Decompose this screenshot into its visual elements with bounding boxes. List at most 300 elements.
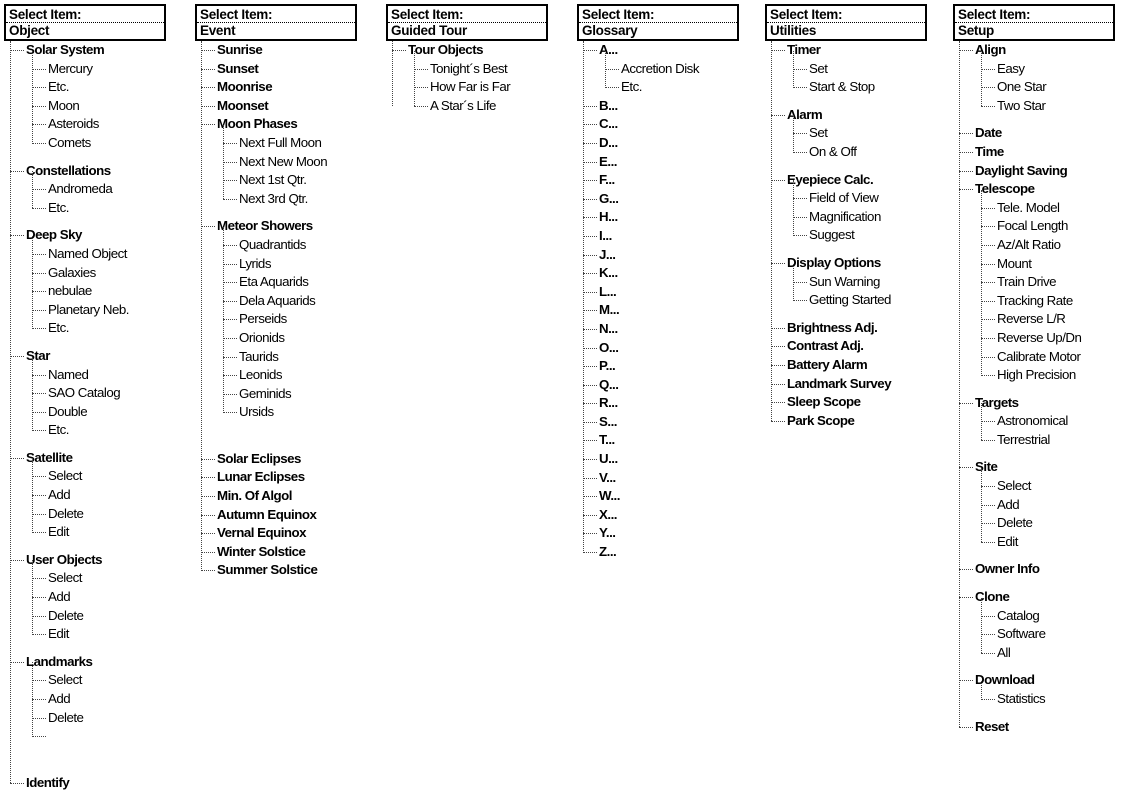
menu-item-date bbox=[959, 124, 1115, 143]
column-header bbox=[765, 4, 927, 41]
submenu-item-sao-catalog bbox=[32, 384, 166, 403]
submenu-item-label: Reverse Up/Dn bbox=[997, 329, 1082, 345]
submenu-item-label: Next Full Moon bbox=[239, 134, 322, 150]
submenu-item-label: nebulae bbox=[48, 283, 92, 299]
menu-node-y bbox=[583, 524, 739, 543]
menu-item-label: Autumn Equinox bbox=[217, 506, 317, 522]
submenu-item-astronomical bbox=[981, 412, 1115, 431]
menu-item-g bbox=[583, 190, 739, 209]
menu-node-identify bbox=[10, 774, 166, 792]
menu-item-clone bbox=[959, 588, 1115, 607]
menu-node-timer bbox=[771, 41, 927, 97]
submenu-item-label: Focal Length bbox=[997, 218, 1068, 234]
menu-item-o bbox=[583, 339, 739, 358]
menu-item-label: Identify bbox=[26, 774, 70, 790]
menu-item-c bbox=[583, 115, 739, 134]
menu-column-utilities bbox=[765, 4, 927, 430]
menu-item-brightness-adj bbox=[771, 319, 927, 338]
menu-item-i bbox=[583, 227, 739, 246]
menu-node-clone bbox=[959, 588, 1115, 662]
menu-item-s bbox=[583, 413, 739, 432]
submenu-item-label: Ursids bbox=[239, 404, 274, 420]
menu-item-label: J... bbox=[599, 246, 616, 262]
menu-item-label: T... bbox=[599, 432, 615, 448]
menu-item-label: H... bbox=[599, 209, 618, 225]
menu-item-user-objects bbox=[10, 551, 166, 570]
menu-node-user-objects bbox=[10, 551, 166, 644]
menu-item-moon-phases bbox=[201, 115, 357, 134]
menu-item-label: Sunrise bbox=[217, 42, 263, 57]
submenu-item-label: Calibrate Motor bbox=[997, 348, 1081, 364]
menu-item-label: Brightness Adj. bbox=[787, 319, 878, 335]
menu-node-e bbox=[583, 153, 739, 172]
submenu-item-label: Software bbox=[997, 626, 1046, 642]
submenu-item-label: Select bbox=[48, 570, 82, 586]
header-select-item-label: Select Item: bbox=[767, 6, 925, 23]
menu-item-targets bbox=[959, 394, 1115, 413]
menu-item-label: Moon Phases bbox=[217, 116, 298, 132]
menu-node-min-of-algol bbox=[201, 487, 357, 506]
menu-item-eyepiece-calc bbox=[771, 171, 927, 190]
submenu-list bbox=[223, 236, 357, 422]
submenu-item-high-precision bbox=[981, 366, 1115, 385]
submenu-item-label: Named bbox=[48, 366, 89, 382]
submenu-item-on-off bbox=[793, 143, 927, 162]
submenu-item-label: Select bbox=[997, 478, 1031, 494]
menu-item-p bbox=[583, 357, 739, 376]
submenu-item-label: Quadrantids bbox=[239, 236, 306, 252]
menu-column-guided-tour bbox=[386, 4, 548, 115]
menu-item-l bbox=[583, 283, 739, 302]
menu-item-u bbox=[583, 450, 739, 469]
menu-item-label: O... bbox=[599, 339, 619, 355]
menu-node-align bbox=[959, 41, 1115, 115]
submenu-item-label: Field of View bbox=[809, 190, 879, 206]
submenu-item-lyrids bbox=[223, 255, 357, 274]
submenu-item-label: Named Object bbox=[48, 245, 127, 261]
menu-tree bbox=[392, 41, 548, 115]
header-category-label: Guided Tour bbox=[391, 23, 467, 38]
menu-item-label: Min. Of Algol bbox=[217, 488, 292, 504]
menu-item-label: Deep Sky bbox=[26, 227, 82, 243]
submenu-item-software bbox=[981, 625, 1115, 644]
menu-item-label: Landmarks bbox=[26, 653, 93, 669]
submenu-item-next-1st-qtr bbox=[223, 171, 357, 190]
submenu-item-train-drive bbox=[981, 273, 1115, 292]
submenu-item-catalog bbox=[981, 607, 1115, 626]
menu-item-w bbox=[583, 487, 739, 506]
submenu-item-tonight-s-best bbox=[414, 60, 548, 79]
menu-item-label: Owner Info bbox=[975, 561, 1040, 577]
menu-item-label: Battery Alarm bbox=[787, 356, 868, 372]
menu-node-c bbox=[583, 115, 739, 134]
submenu-list bbox=[605, 60, 739, 97]
header-category-label: Utilities bbox=[770, 23, 817, 38]
menu-node-a bbox=[583, 41, 739, 97]
submenu-list bbox=[32, 60, 166, 153]
submenu-item-dela-aquarids bbox=[223, 292, 357, 311]
menu-item-autumn-equinox bbox=[201, 506, 357, 525]
header-category-label: Glossary bbox=[582, 23, 638, 38]
submenu-item-orionids bbox=[223, 329, 357, 348]
menu-item-label: Winter Solstice bbox=[217, 543, 306, 559]
submenu-item-label: Galaxies bbox=[48, 264, 96, 280]
submenu-item-magnification bbox=[793, 208, 927, 227]
submenu-item-eta-aquarids bbox=[223, 273, 357, 292]
menu-node-q bbox=[583, 376, 739, 395]
menu-node-site bbox=[959, 458, 1115, 551]
submenu-item-next-full-moon bbox=[223, 134, 357, 153]
menu-item-label: Align bbox=[975, 42, 1006, 57]
menu-item-label: Alarm bbox=[787, 106, 823, 122]
submenu-item-select bbox=[32, 671, 166, 690]
menu-item-download bbox=[959, 671, 1115, 690]
submenu-list bbox=[981, 412, 1115, 449]
submenu-item-delete bbox=[981, 514, 1115, 533]
submenu-item-label: Next 1st Qtr. bbox=[239, 172, 307, 188]
submenu-item-add bbox=[981, 496, 1115, 515]
submenu-list bbox=[793, 60, 927, 97]
submenu-item-reverse-l-r bbox=[981, 310, 1115, 329]
menu-node-telescope bbox=[959, 180, 1115, 385]
submenu-item-accretion-disk bbox=[605, 60, 739, 79]
submenu-item-delete bbox=[32, 607, 166, 626]
menu-item-label: D... bbox=[599, 134, 618, 150]
submenu-item-label: Etc. bbox=[48, 79, 69, 95]
menu-item-label: Landmark Survey bbox=[787, 375, 892, 391]
menu-item-sleep-scope bbox=[771, 393, 927, 412]
menu-item-landmarks bbox=[10, 653, 166, 672]
menu-item-k bbox=[583, 264, 739, 283]
submenu-item-az-alt-ratio bbox=[981, 236, 1115, 255]
submenu-item-blank bbox=[32, 727, 166, 746]
submenu-item-label: Train Drive bbox=[997, 274, 1057, 290]
menu-item-align bbox=[959, 41, 1115, 60]
submenu-list bbox=[793, 124, 927, 161]
submenu-item-label: Delete bbox=[48, 607, 84, 623]
submenu-item-label: All bbox=[997, 644, 1011, 660]
header-select-item-label: Select Item: bbox=[6, 6, 164, 23]
submenu-item-label: Set bbox=[809, 125, 828, 141]
submenu-item-label: How Far is Far bbox=[430, 79, 511, 95]
submenu-item-set bbox=[793, 60, 927, 79]
menu-item-label: K... bbox=[599, 265, 618, 281]
menu-item-label: Park Scope bbox=[787, 412, 855, 428]
menu-item-min-of-algol bbox=[201, 487, 357, 506]
submenu-item-etc bbox=[605, 78, 739, 97]
menu-item-n bbox=[583, 320, 739, 339]
header-select-item-label: Select Item: bbox=[388, 6, 546, 23]
menu-item-label: Download bbox=[975, 672, 1035, 688]
submenu-item-label: Edit bbox=[997, 533, 1018, 549]
submenu-item-set bbox=[793, 124, 927, 143]
menu-item-label: Vernal Equinox bbox=[217, 525, 307, 541]
submenu-item-label: Next New Moon bbox=[239, 153, 328, 169]
submenu-item-label: Tele. Model bbox=[997, 199, 1060, 215]
menu-item-label: Sleep Scope bbox=[787, 394, 861, 410]
menu-item-f bbox=[583, 171, 739, 190]
menu-item-star bbox=[10, 347, 166, 366]
submenu-item-one-star bbox=[981, 78, 1115, 97]
submenu-list bbox=[793, 273, 927, 310]
menu-item-contrast-adj bbox=[771, 337, 927, 356]
submenu-list bbox=[32, 366, 166, 440]
menu-node-eyepiece-calc bbox=[771, 171, 927, 245]
menu-column-setup bbox=[953, 4, 1115, 736]
submenu-item-label: Start & Stop bbox=[809, 79, 875, 95]
menu-item-r bbox=[583, 394, 739, 413]
menu-node-moonset bbox=[201, 97, 357, 116]
menu-node-display-options bbox=[771, 254, 927, 310]
submenu-item-edit bbox=[32, 523, 166, 542]
menu-item-label: Y... bbox=[599, 525, 616, 541]
submenu-item-start-stop bbox=[793, 78, 927, 97]
submenu-item-label: Two Star bbox=[997, 97, 1046, 113]
menu-node-b bbox=[583, 97, 739, 116]
menu-item-reset bbox=[959, 718, 1115, 737]
menu-item-alarm bbox=[771, 106, 927, 125]
menu-node-w bbox=[583, 487, 739, 506]
submenu-item-label: Delete bbox=[48, 709, 84, 725]
menu-item-m bbox=[583, 301, 739, 320]
submenu-item-label: Dela Aquarids bbox=[239, 292, 316, 308]
submenu-item-double bbox=[32, 403, 166, 422]
submenu-item-edit bbox=[32, 625, 166, 644]
menu-item-q bbox=[583, 376, 739, 395]
column-header bbox=[577, 4, 739, 41]
submenu-item-a-star-s-life bbox=[414, 97, 548, 116]
menu-node-star bbox=[10, 347, 166, 440]
header-category-label: Object bbox=[9, 23, 50, 38]
submenu-item-add bbox=[32, 690, 166, 709]
submenu-item-label: High Precision bbox=[997, 367, 1076, 383]
submenu-item-getting-started bbox=[793, 291, 927, 310]
menu-node-landmarks bbox=[10, 653, 166, 746]
submenu-item-named bbox=[32, 366, 166, 385]
menu-item-timer bbox=[771, 41, 927, 60]
submenu-item-label: Andromeda bbox=[48, 181, 113, 197]
submenu-item-reverse-up-dn bbox=[981, 329, 1115, 348]
submenu-item-label: Orionids bbox=[239, 329, 285, 345]
submenu-list bbox=[32, 671, 166, 745]
menu-item-label: C... bbox=[599, 116, 618, 132]
header-category-label: Setup bbox=[958, 23, 995, 38]
menu-item-label: Site bbox=[975, 459, 998, 475]
menu-node-sunset bbox=[201, 60, 357, 79]
submenu-item-suggest bbox=[793, 226, 927, 245]
menu-item-label: Tour Objects bbox=[408, 42, 484, 57]
menu-item-label: E... bbox=[599, 153, 617, 169]
menu-item-label: W... bbox=[599, 488, 620, 504]
menu-item-telescope bbox=[959, 180, 1115, 199]
submenu-item-how-far-is-far bbox=[414, 78, 548, 97]
menu-node-m bbox=[583, 301, 739, 320]
menu-item-v bbox=[583, 469, 739, 488]
menu-item-z bbox=[583, 543, 739, 562]
submenu-item-select bbox=[32, 467, 166, 486]
submenu-item-etc bbox=[32, 319, 166, 338]
submenu-item-label: Add bbox=[48, 589, 71, 605]
submenu-item-label: Etc. bbox=[621, 79, 642, 95]
menu-item-a bbox=[583, 41, 739, 60]
menu-item-label: U... bbox=[599, 451, 618, 467]
menu-node-i bbox=[583, 227, 739, 246]
header-select-item-label: Select Item: bbox=[955, 6, 1113, 23]
submenu-item-delete bbox=[32, 709, 166, 728]
submenu-item-label: Perseids bbox=[239, 311, 287, 327]
submenu-item-etc bbox=[32, 421, 166, 440]
submenu-item-label: Etc. bbox=[48, 320, 69, 336]
menu-item-display-options bbox=[771, 254, 927, 273]
submenu-item-label: Mercury bbox=[48, 60, 93, 76]
menu-node-k bbox=[583, 264, 739, 283]
menu-item-j bbox=[583, 246, 739, 265]
submenu-item-delete bbox=[32, 505, 166, 524]
submenu-item-label: Delete bbox=[48, 505, 84, 521]
submenu-item-nebulae bbox=[32, 282, 166, 301]
submenu-list bbox=[981, 690, 1115, 709]
menu-item-time bbox=[959, 143, 1115, 162]
submenu-item-label: Planetary Neb. bbox=[48, 301, 129, 317]
menu-node-sunrise bbox=[201, 41, 357, 60]
submenu-item-label: Geminids bbox=[239, 385, 292, 401]
submenu-item-label: Accretion Disk bbox=[621, 60, 699, 76]
menu-item-deep-sky bbox=[10, 226, 166, 245]
menu-item-sunrise bbox=[201, 41, 357, 60]
submenu-item-mount bbox=[981, 255, 1115, 274]
menu-item-label: Telescope bbox=[975, 181, 1035, 197]
submenu-item-andromeda bbox=[32, 180, 166, 199]
submenu-item-comets bbox=[32, 134, 166, 153]
menu-item-landmark-survey bbox=[771, 375, 927, 394]
menu-node-o bbox=[583, 339, 739, 358]
menu-node-winter-solstice bbox=[201, 543, 357, 562]
menu-node-landmark-survey bbox=[771, 375, 927, 394]
submenu-item-label: Eta Aquarids bbox=[239, 274, 309, 290]
menu-node-j bbox=[583, 246, 739, 265]
submenu-item-calibrate-motor bbox=[981, 348, 1115, 367]
menu-tree bbox=[201, 41, 357, 580]
submenu-item-field-of-view bbox=[793, 189, 927, 208]
submenu-item-edit bbox=[981, 533, 1115, 552]
submenu-list bbox=[414, 60, 548, 116]
menu-item-sunset bbox=[201, 60, 357, 79]
submenu-item-label: Easy bbox=[997, 60, 1025, 76]
submenu-item-label: Statistics bbox=[997, 691, 1046, 706]
submenu-list bbox=[793, 189, 927, 245]
submenu-item-label: Reverse L/R bbox=[997, 311, 1066, 327]
menu-node-autumn-equinox bbox=[201, 506, 357, 525]
submenu-list bbox=[981, 607, 1115, 663]
submenu-item-mercury bbox=[32, 60, 166, 79]
menu-item-d bbox=[583, 134, 739, 153]
column-header bbox=[195, 4, 357, 41]
menu-node-g bbox=[583, 190, 739, 209]
menu-node-solar-system bbox=[10, 41, 166, 153]
menu-item-label: Q... bbox=[599, 376, 619, 392]
menu-node-moon-phases bbox=[201, 115, 357, 208]
submenu-item-next-new-moon bbox=[223, 153, 357, 172]
submenu-item-easy bbox=[981, 60, 1115, 79]
menu-item-label: N... bbox=[599, 320, 618, 336]
menu-item-label: Sunset bbox=[217, 60, 259, 76]
menu-item-label: Targets bbox=[975, 394, 1019, 410]
menu-item-label: Solar Eclipses bbox=[217, 450, 301, 466]
menu-item-label: S... bbox=[599, 413, 617, 429]
menu-item-e bbox=[583, 153, 739, 172]
menu-node-d bbox=[583, 134, 739, 153]
menu-item-owner-info bbox=[959, 560, 1115, 579]
menu-item-t bbox=[583, 431, 739, 450]
menu-node-download bbox=[959, 671, 1115, 708]
submenu-item-add bbox=[32, 486, 166, 505]
menu-node-alarm bbox=[771, 106, 927, 162]
submenu-item-label: Catalog bbox=[997, 607, 1040, 623]
submenu-item-label: Add bbox=[48, 487, 71, 503]
menu-item-b bbox=[583, 97, 739, 116]
menu-item-label: Meteor Showers bbox=[217, 218, 313, 234]
menu-item-y bbox=[583, 524, 739, 543]
column-header bbox=[4, 4, 166, 41]
menu-node-constellations bbox=[10, 162, 166, 218]
menu-item-label: L... bbox=[599, 283, 617, 299]
submenu-item-label: Tonight´s Best bbox=[430, 60, 508, 76]
submenu-item-label: Next 3rd Qtr. bbox=[239, 190, 308, 206]
submenu-item-named-object bbox=[32, 245, 166, 264]
menu-item-solar-eclipses bbox=[201, 450, 357, 469]
submenu-item-quadrantids bbox=[223, 236, 357, 255]
menu-column-event bbox=[195, 4, 357, 580]
submenu-item-label: Terrestrial bbox=[997, 431, 1050, 447]
submenu-item-label: Az/Alt Ratio bbox=[997, 236, 1061, 252]
submenu-item-label: Add bbox=[997, 496, 1020, 512]
menu-node-contrast-adj bbox=[771, 337, 927, 356]
submenu-item-label: Getting Started bbox=[809, 292, 891, 308]
submenu-item-ursids bbox=[223, 403, 357, 422]
submenu-item-perseids bbox=[223, 310, 357, 329]
menu-item-label: Eyepiece Calc. bbox=[787, 171, 874, 187]
submenu-item-tele-model bbox=[981, 199, 1115, 218]
submenu-item-label: Comets bbox=[48, 134, 91, 150]
submenu-list bbox=[981, 60, 1115, 116]
menu-tree bbox=[771, 41, 927, 430]
menu-column-glossary bbox=[577, 4, 739, 562]
menu-node-r bbox=[583, 394, 739, 413]
submenu-item-label: Etc. bbox=[48, 422, 69, 438]
submenu-item-label: SAO Catalog bbox=[48, 385, 121, 401]
submenu-item-label: Mount bbox=[997, 255, 1032, 271]
column-header bbox=[386, 4, 548, 41]
menu-item-label: Display Options bbox=[787, 254, 881, 270]
submenu-list bbox=[981, 477, 1115, 551]
submenu-item-label: Tracking Rate bbox=[997, 292, 1073, 308]
menu-item-label: Time bbox=[975, 143, 1004, 159]
submenu-item-label: Delete bbox=[997, 515, 1033, 531]
submenu-item-etc bbox=[32, 78, 166, 97]
menu-item-label: Satellite bbox=[26, 449, 73, 465]
menu-item-label: Moonrise bbox=[217, 79, 273, 95]
menu-node-lunar-eclipses bbox=[201, 468, 357, 487]
menu-item-label: V... bbox=[599, 469, 616, 485]
submenu-list bbox=[32, 245, 166, 338]
submenu-item-add bbox=[32, 588, 166, 607]
menu-item-meteor-showers bbox=[201, 217, 357, 236]
menu-item-label: Star bbox=[26, 347, 50, 363]
menu-item-label: Z... bbox=[599, 544, 617, 560]
submenu-item-label: Leonids bbox=[239, 367, 283, 383]
menu-item-label: Contrast Adj. bbox=[787, 338, 864, 354]
menu-item-constellations bbox=[10, 162, 166, 181]
